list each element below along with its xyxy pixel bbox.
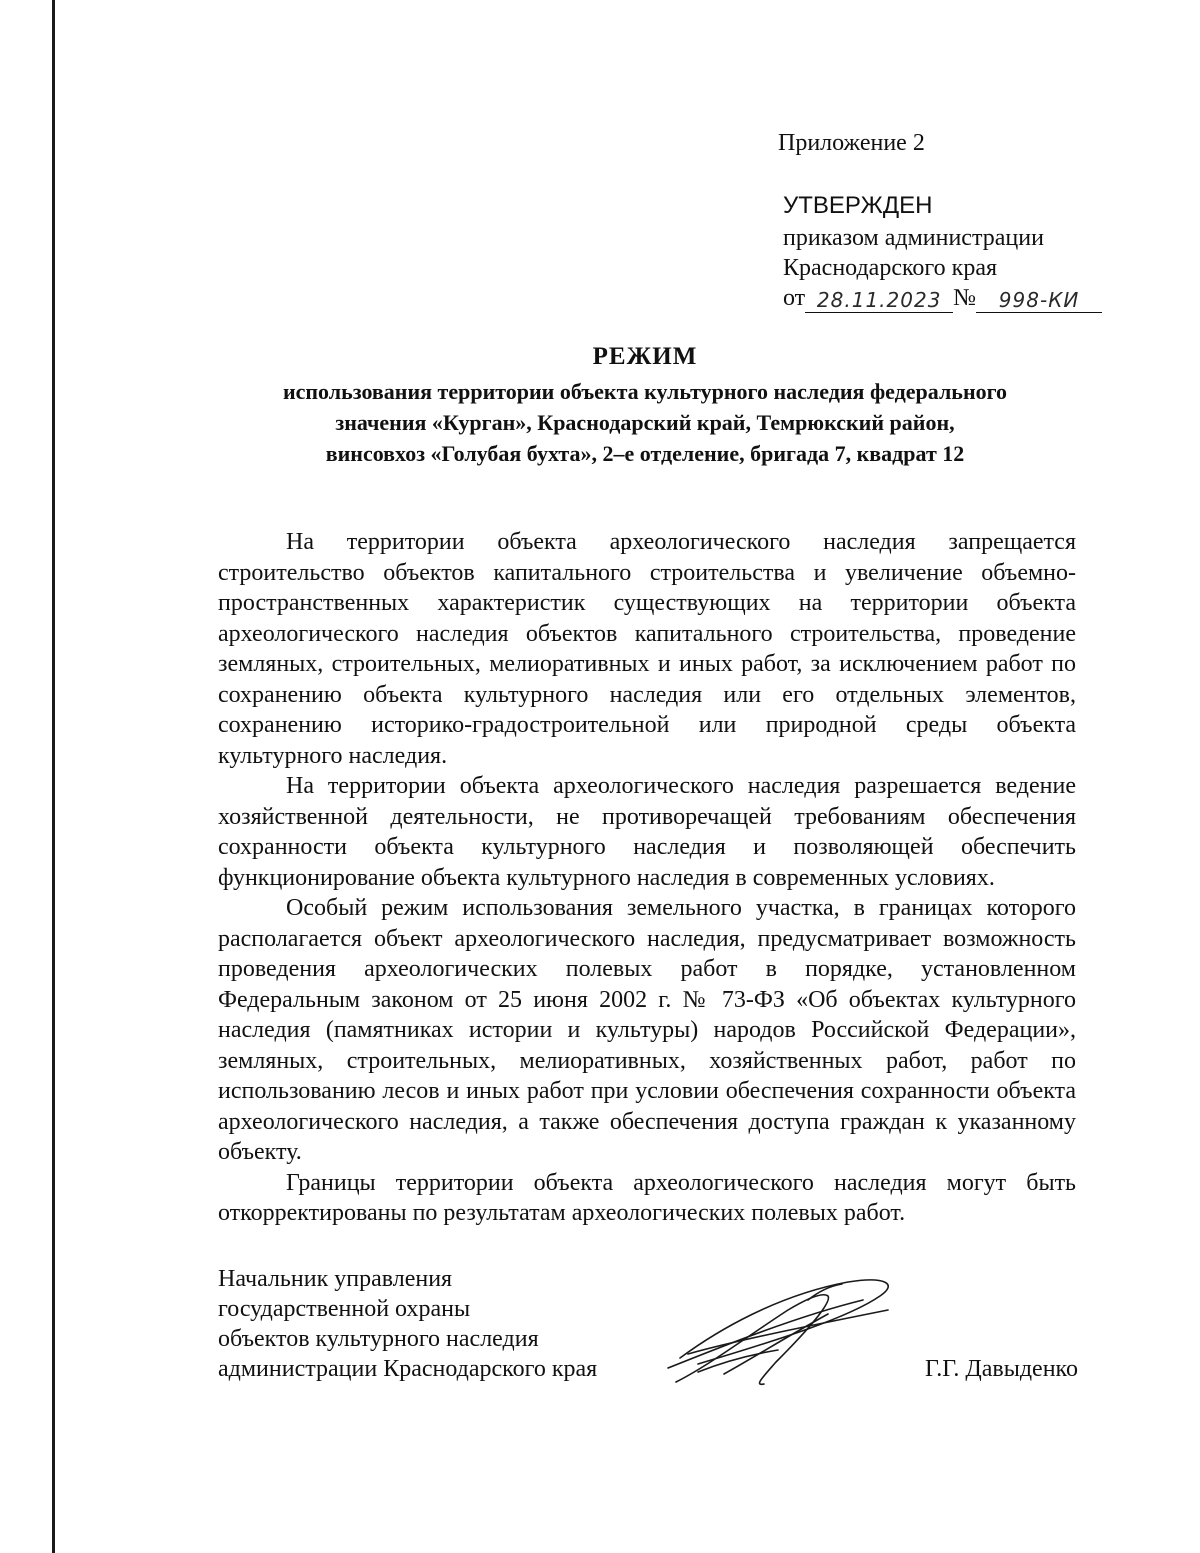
approval-block — [783, 191, 1102, 313]
document-title: РЕЖИМ — [592, 343, 698, 370]
document-subtitle-line-2: значения «Курган», Краснодарский край, Темрюкский район, — [335, 410, 955, 435]
approved-by-line-2: Краснодарского края — [783, 255, 998, 281]
body-paragraph-1: На территории объекта археологического наследия запрещается строительство объектов капитального строительства и увеличение объемно-пространственных характеристик существующих на территории объекта археологического наследия объектов капитального строительства, проведение земляных, строительных, мелиоративных и иных работ, за исключением работ по сохранению объекта культурного наследия или его отдельных элементов, сохранению историко-градостроительной или природной среды объекта культурного наследия. — [218, 529, 1076, 769]
signatory-name: Г.Г. Давыденко — [925, 1356, 1078, 1382]
signatory-position-line-1: Начальник управления — [218, 1266, 453, 1292]
scan-border-line — [52, 0, 55, 1553]
document-body — [218, 527, 1076, 1229]
signatory-position-line-4: администрации Краснодарского края — [218, 1356, 598, 1382]
signatory-position-line-3: объектов культурного наследия — [218, 1326, 539, 1352]
body-paragraph-4: Границы территории объекта археологического наследия могут быть откорректированы по результатам археологических полевых работ. — [218, 1169, 1076, 1226]
order-prefix: от — [783, 285, 806, 311]
approved-by-line-1: приказом администрации — [783, 225, 1044, 251]
body-paragraph-2: На территории объекта археологического наследия разрешается ведение хозяйственной деятельности, не противоречащей требованиям обеспечения сохранности объекта культурного наследия и позволяющей обеспечить функционирование объекта культурного наследия в современных условиях. — [218, 773, 1076, 891]
body-paragraph-3: Особый режим использования земельного участка, в границах которого располагается объект археологического наследия, предусматривает возможность проведения археологических полевых работ в порядке, установленном Федеральным законом от 25 июня 2002 г. № 73-ФЗ «Об объектах культурного наследия (памятниках истории и культуры) народов Российской Федерации», земляных, строительных, мелиоративных, хозяйственных работ, работ по использованию лесов и иных работ при условии обеспечения сохранности объекта археологического наследия, а также обеспечения доступа граждан к указанному объекту. — [218, 895, 1076, 1165]
annex-label: Приложение 2 — [778, 130, 925, 156]
document-title-block — [200, 340, 1090, 469]
order-number-field — [976, 286, 1102, 313]
order-number: 998-КИ — [998, 288, 1080, 312]
order-date: 28.11.2023 — [816, 288, 942, 312]
signatory-position — [218, 1264, 597, 1384]
order-reference — [783, 283, 1102, 313]
number-sign: № — [953, 285, 977, 311]
document-subtitle-line-1: использования территории объекта культурного наследия федерального — [282, 379, 1008, 404]
approved-stamp-text: УТВЕРЖДЕН — [783, 192, 933, 219]
handwritten-signature — [658, 1270, 903, 1390]
signatory-position-line-2: государственной охраны — [218, 1296, 471, 1322]
order-date-field — [805, 286, 953, 313]
signature-block — [218, 1264, 1078, 1424]
document-subtitle-line-3: винсовхоз «Голубая бухта», 2–е отделение, бригада 7, квадрат 12 — [325, 441, 965, 466]
